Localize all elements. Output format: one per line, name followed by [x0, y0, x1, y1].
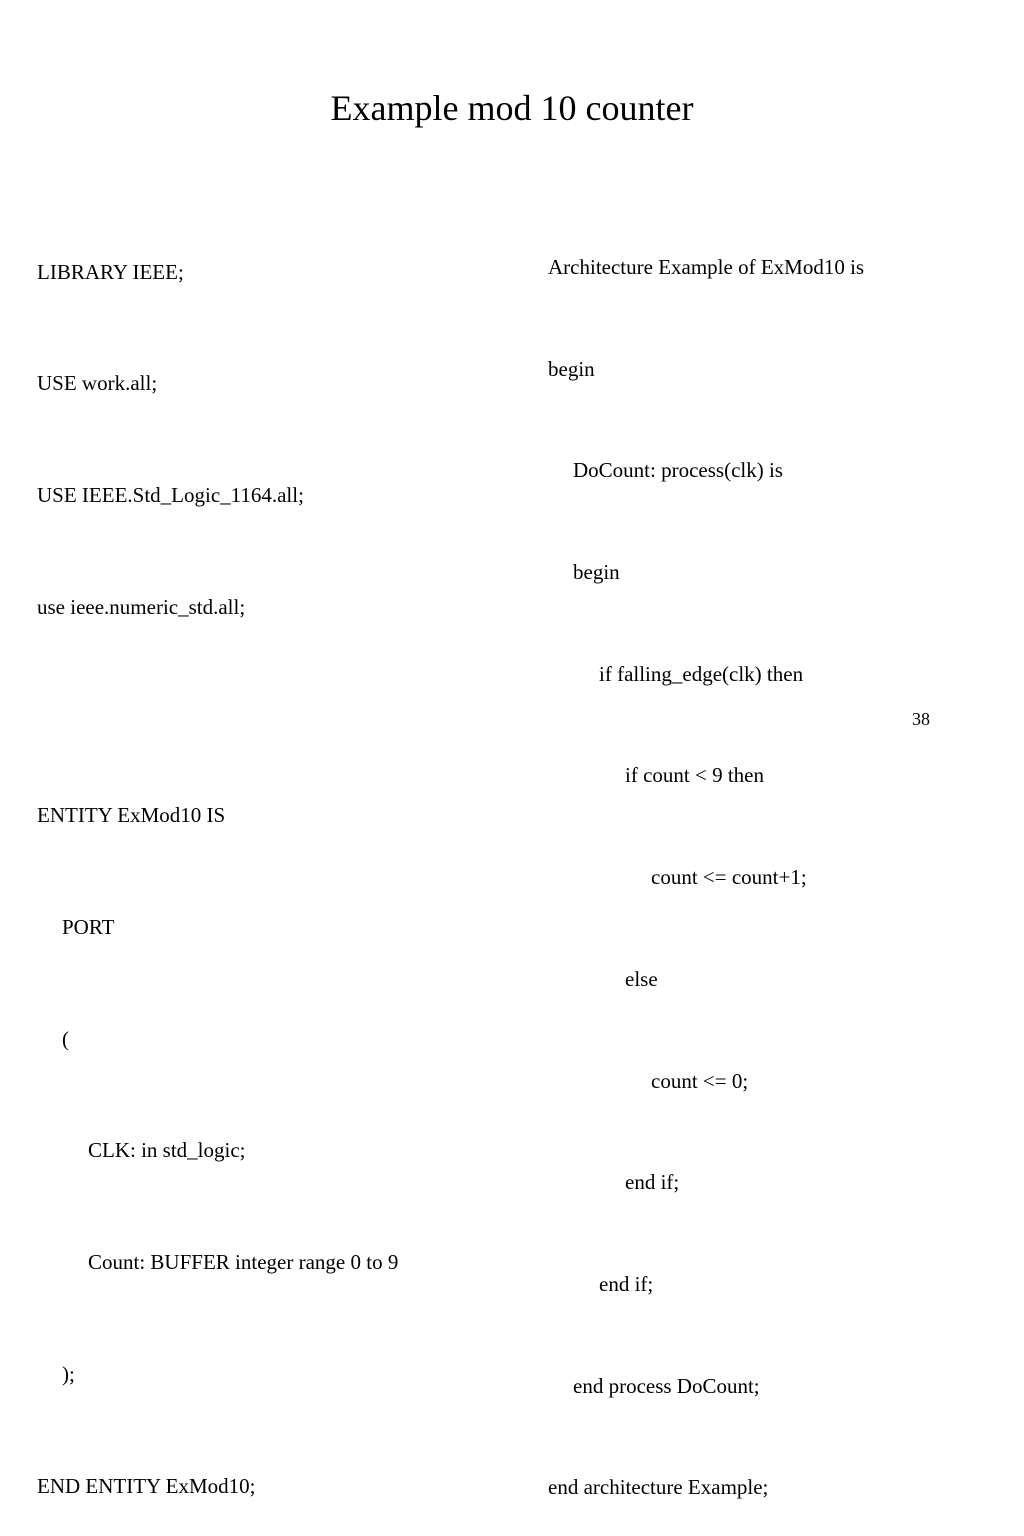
- code-line: USE IEEE.Std_Logic_1164.all;: [37, 483, 304, 508]
- code-line: use ieee.numeric_std.all;: [37, 595, 246, 620]
- code-line: if falling_edge(clk) then: [599, 661, 804, 686]
- code-line: end process DoCount;: [573, 1373, 760, 1398]
- code-line: PORT: [62, 914, 115, 939]
- entity-code-block: [37, 179, 398, 1536]
- code-line: Architecture Example of ExMod10 is: [548, 254, 865, 279]
- slide-title: Example mod 10 counter: [330, 88, 694, 128]
- code-line: count <= 0;: [651, 1068, 749, 1093]
- code-line: end architecture Example;: [548, 1475, 769, 1500]
- code-line: DoCount: process(clk) is: [573, 458, 783, 483]
- code-line: begin: [548, 356, 595, 381]
- code-line: USE work.all;: [37, 371, 158, 396]
- page-number: 38: [912, 709, 930, 729]
- architecture-code-block: [548, 183, 864, 1536]
- code-line: (: [62, 1026, 69, 1051]
- code-line: count <= count+1;: [651, 865, 807, 890]
- code-line: else: [625, 966, 658, 991]
- code-line: end if;: [599, 1272, 654, 1296]
- code-line-blank: [37, 701, 398, 722]
- code-line: ENTITY ExMod10 IS: [37, 802, 226, 827]
- code-line: LIBRARY IEEE;: [37, 259, 184, 284]
- code-line: END ENTITY ExMod10;: [37, 1474, 256, 1499]
- code-line: end if;: [625, 1170, 680, 1195]
- code-line: Count: BUFFER integer range 0 to 9: [88, 1250, 399, 1275]
- code-line: );: [62, 1362, 75, 1387]
- code-line: if count < 9 then: [625, 763, 764, 788]
- code-line: CLK: in std_logic;: [88, 1138, 246, 1163]
- code-line: begin: [573, 559, 620, 584]
